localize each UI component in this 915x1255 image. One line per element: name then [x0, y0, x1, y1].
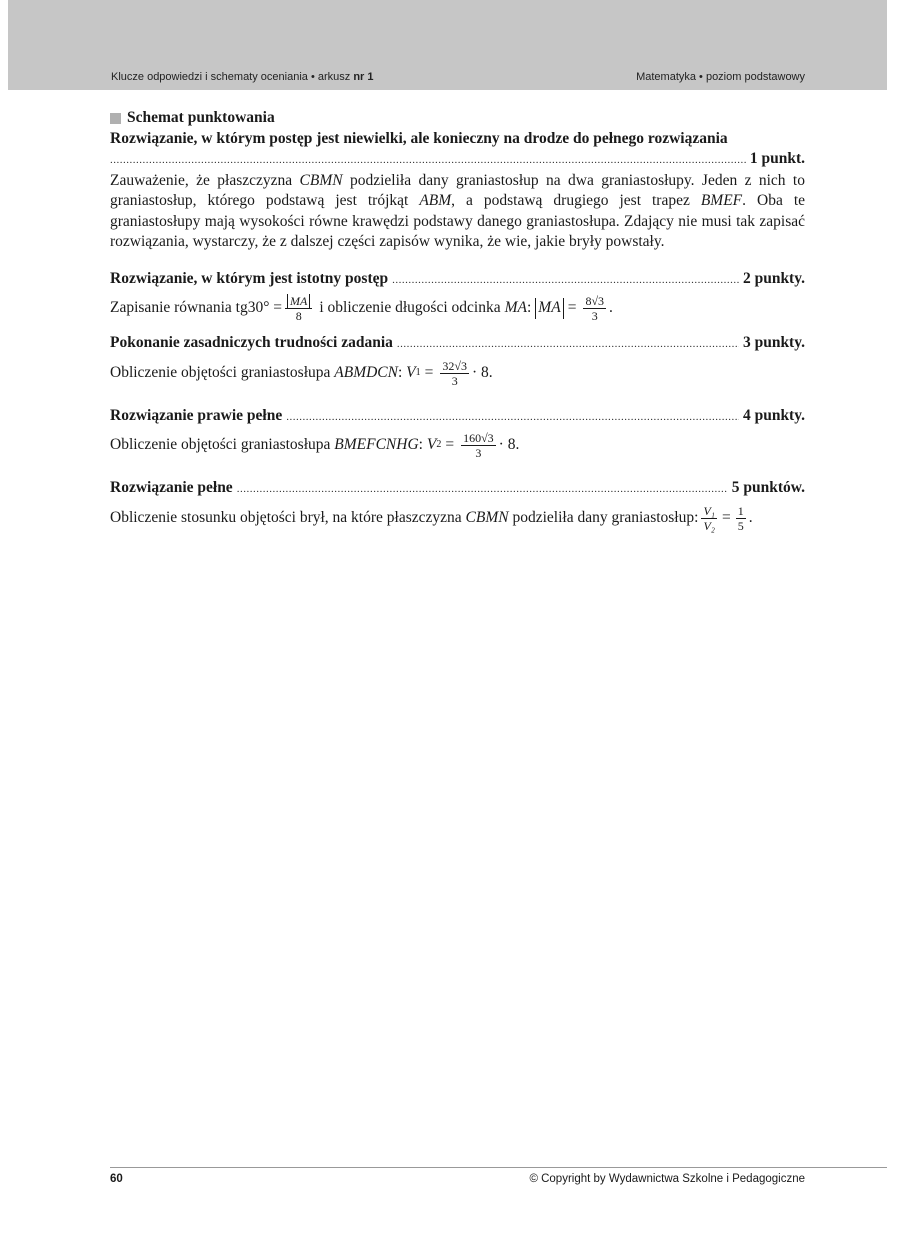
page-number: 60 [110, 1173, 123, 1185]
level-5-heading-line [110, 478, 805, 500]
section-title-text: Schemat punktowania [127, 109, 275, 126]
section-title [110, 108, 805, 129]
dot-leader [110, 149, 746, 171]
dot-leader [286, 406, 739, 428]
level-2-heading-line [110, 269, 805, 291]
footer-divider [110, 1167, 887, 1168]
level-1-points-line [110, 149, 805, 171]
header-left [111, 71, 374, 83]
level-4-points: 4 punkty. [742, 406, 805, 424]
fraction-ma-8: $\frac{MA}{8}$ [285, 294, 312, 323]
level-2-points: 2 punkty. [742, 269, 805, 287]
level-5-heading: Rozwiązanie pełne [110, 479, 233, 496]
dot-leader [237, 478, 728, 500]
dot-leader [392, 269, 739, 291]
level-2-heading: Rozwiązanie, w którym jest istotny postęp [110, 269, 389, 287]
fraction-32sqrt3-3: $\frac{32√3}{3}$ [442, 358, 467, 388]
header-left-bold: nr 1 [353, 71, 374, 83]
copyright: © Copyright by Wydawnictwa Szkolne i Pedagogiczne [529, 1173, 805, 1185]
dot-leader [397, 333, 739, 355]
level-1-heading: Rozwiązanie, w którym postęp jest niewielki, ale konieczny na drodze do pełnego rozwiązania [110, 129, 728, 147]
level-3-heading: Pokonanie zasadniczych trudności zadania [110, 334, 393, 351]
level-5-points: 5 punktów. [731, 479, 805, 496]
header-right: Matematyka • poziom podstawowy [636, 71, 805, 83]
level-3-heading-line [110, 333, 805, 355]
level-2-description: Zapisanie równania tg30° = $\frac{MA}{8}$ i obliczenie długości odcinka MA : MA = $\frac{8√3}{3}$ . [110, 294, 613, 323]
level-1-description: Zauważenie, że płaszczyzna CBMN podzieliła dany graniastosłup na dwa graniastosłupy. Jeden z nich to graniastosłup, którego podstawą jest trójkąt ABM, a podstawą drugiego jest trapez BMEF. Oba te graniastosłupy mają wysokości równe krawędzi podstawy danego graniastosłupa. Zdający nie musi tak zapisać rozwiązania, wystarczy, że z dalszej części zapisów wynika, że wie, jakie bryły powstały. [110, 171, 805, 250]
level-1-points: 1 punkt. [749, 150, 805, 167]
level-4-description: Obliczenie objętości graniastosłupa BMEFCNHG : V 2 = $\frac{160√3}{3}$ · 8. [110, 431, 520, 460]
scoring-scheme [110, 108, 805, 533]
fraction-160sqrt3-3: $\frac{160√3}{3}$ [463, 431, 494, 460]
level-3-points: 3 punkty. [742, 334, 805, 351]
header-left-text: Klucze odpowiedzi i schematy oceniania • arkusz [111, 71, 354, 83]
square-bullet-icon [110, 113, 121, 124]
level-3-description: Obliczenie objętości graniastosłupa ABMDCN : V 1 = $\frac{32√3}{3}$ · 8. [110, 358, 493, 388]
fraction-1-5: $\frac{1}{5}$ [737, 503, 744, 533]
level-4-heading-line [110, 406, 805, 428]
level-5-description: Obliczenie stosunku objętości brył, na które płaszczyzna CBMN podzieliła dany graniastosłup: $\frac{\text{V₁}}{\text{V₂}}$ = $\frac{1}{5}$ . [110, 503, 753, 533]
fraction-v1-v2: $\frac{\text{V₁}}{\text{V₂}}$ [703, 503, 715, 533]
level-4-heading: Rozwiązanie prawie pełne [110, 406, 283, 424]
fraction-8sqrt3-3: $\frac{8√3}{3}$ [585, 294, 605, 323]
